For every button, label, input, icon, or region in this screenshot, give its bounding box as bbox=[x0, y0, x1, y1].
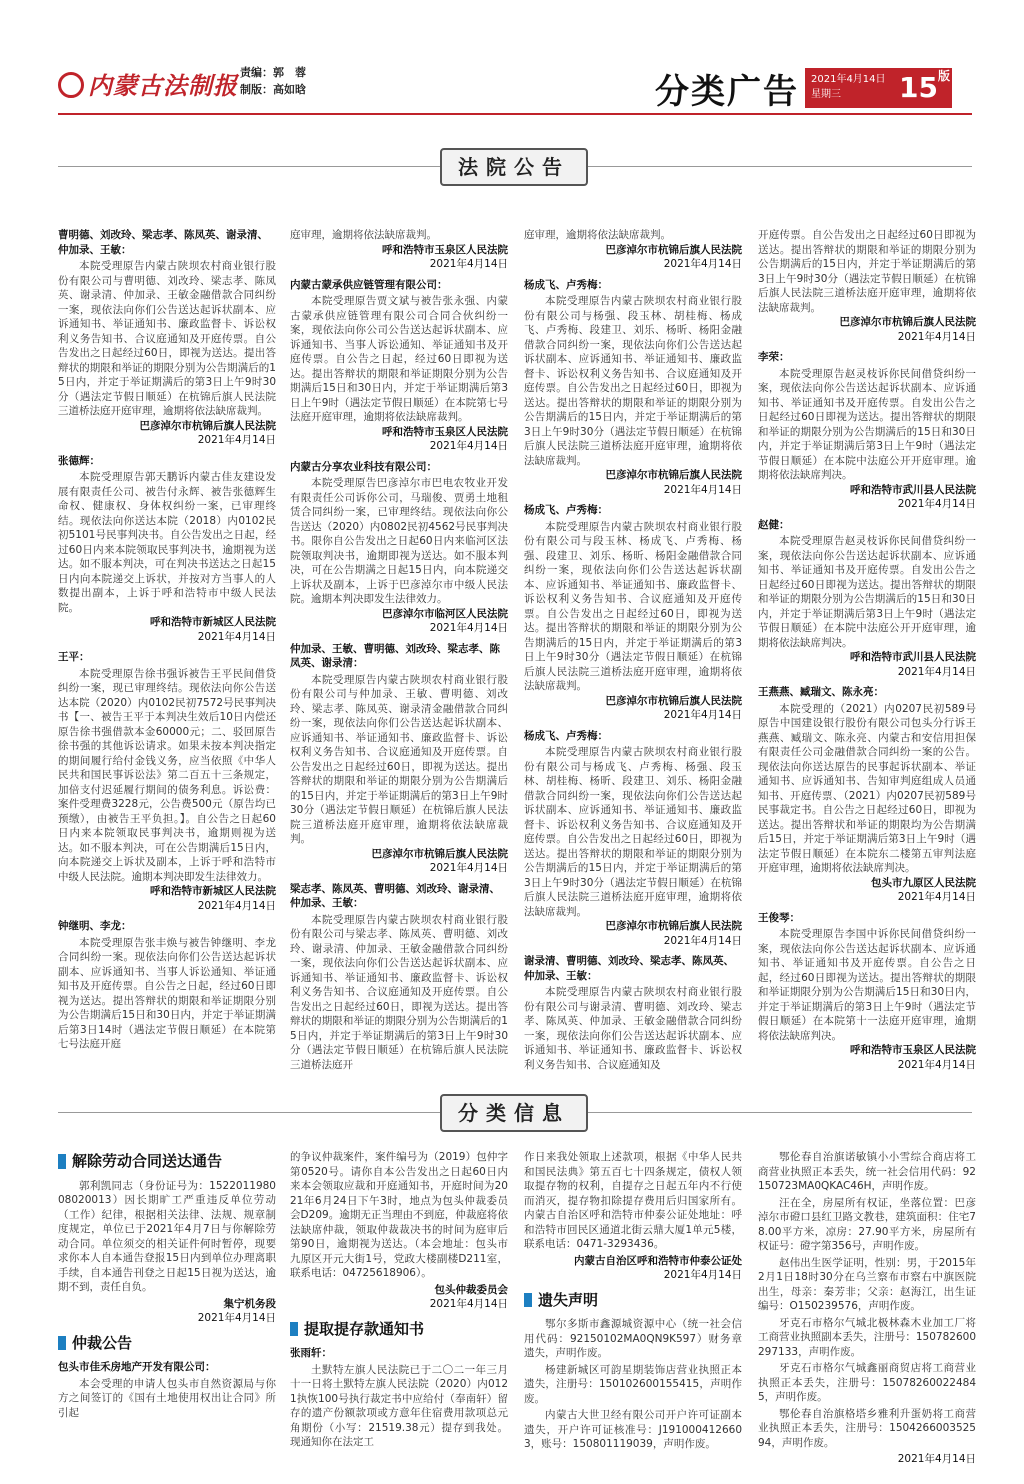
notice-date: 2021年4月14日 bbox=[429, 622, 508, 634]
lost-statement-item: 牙克石市格尔气城北极林森木业加工厂将工商营业执照副本丢失，注册号：150782600297133，声明作废。 bbox=[758, 1316, 976, 1358]
notice-court: 呼和浩特市玉泉区人民法院 bbox=[382, 425, 508, 438]
editor-credits bbox=[240, 64, 306, 98]
notice-court: 呼和浩特市武川县人民法院 bbox=[850, 483, 976, 496]
termination-text: 郭利凯同志（身份证号为：152201198008020013）因长期旷工严重违反单位劳动（工作）纪律，根据相关法律、法规、规章制度规定，单位已于2021年4月7日与你解除劳动合同。单位须交的相关证件何时暂停，现要求你本人自本通告登报15日内到单位办理离职手续，自本通告刊登之日起15日视为送达，逾期不到，责任自负。 bbox=[58, 1179, 276, 1293]
lost-statement-list-2 bbox=[758, 1150, 976, 1450]
notice-body: 本院受理原告内蒙古陕坝农村商业银行股份有限公司与曹明德、刘改玲、梁志孝、陈凤英、谢录清、仲加录、王敏金融借款合同纠纷一案，现依法向你们公告送达起诉状副本、应诉通知书、举证通知书、廉政监督卡、诉讼权利义务告知书、合议庭通知及开庭传票。自公告发出之日起经过60日，即视为送达。提出答辩状的期限和举证的期限分别为公告期满后的15日内，并定于举证期满后的第3日上午9时30分（遇法定节假日顺延）在杭锦后旗人民法院三道桥法庭开庭审理，逾期将依法缺席裁判。 bbox=[58, 260, 276, 417]
court-notice bbox=[524, 729, 742, 949]
notice-body: 本院受理原告内蒙古陕坝农村商业银行股份有限公司与杨成飞、卢秀梅、杨强、段玉林、胡桂梅、杨昕、段建卫、刘乐、杨阳金融借款合同纠纷一案，现依法向你们公告送达起诉状副本、应诉通知书、举证通知书、廉政监督卡、诉讼权利义务告知书、合议庭通知及开庭传票。自公告发出之日起经过60日，即视为送达。提出答辩状的期限和举证的期限分别为公告期满后的15日内，并定于举证期满后的第3日上午9时30分（遇法定节假日顺延）在杭锦后旗人民法院三道桥法庭开庭审理，逾期将依法缺席裁判。 bbox=[524, 746, 742, 918]
notice-date: 2021年4月14日 bbox=[897, 665, 976, 678]
logo-mark-icon bbox=[58, 72, 84, 98]
newspaper-logo bbox=[58, 66, 238, 101]
court-notice bbox=[58, 919, 276, 1052]
page-suffix: 版 bbox=[937, 69, 950, 83]
arbitration-signer: 包头仲裁委员会 bbox=[434, 1283, 508, 1296]
notice-addressee: 钟继明、李龙： bbox=[58, 920, 132, 932]
notice-date: 2021年4月14日 bbox=[897, 891, 976, 903]
page-number-box bbox=[897, 68, 952, 108]
notice-court: 呼和浩特市玉泉区人民法院 bbox=[850, 1044, 976, 1056]
notice-body: 本院受理原告内蒙古陕坝农村商业银行股份有限公司与段玉林、杨成飞、卢秀梅、杨强、段建卫、刘乐、杨昕、杨阳金融借款合同纠纷一案，现依法向你们公告送达起诉状副本、应诉通知书、举证通知书、廉政监督卡、诉讼权利义务告知书、合议庭通知及开庭传票。自公告发出之日起经过60日，即视为送达。提出答辩状的期限和举证的期限分别为公告期满后的15日内，并定于举证期满后的第3日上午9时30分（遇法定节假日顺延）在杭锦后旗人民法院三道桥法庭开庭审理，逾期将依法缺席裁判。 bbox=[524, 520, 742, 692]
notice-date: 2021年4月14日 bbox=[197, 630, 276, 643]
arbitration-text: 本会受理的申请人包头市自然资源局与你方之间签订的《国有土地使用权出让合同》所引起 bbox=[58, 1377, 276, 1419]
classified-column-4 bbox=[758, 1150, 976, 1465]
notice-body: 本院受理原告赵灵枝诉你民间借贷纠纷一案，现依法向你公告送达起诉状副本、应诉通知书、举证通知书及开庭传票。自发出公告之日起经过60日即视为送达。提出答辩状的期限和举证的期限分别为公告期满后的15日和30日内，并定于举证期满后第3日上午9时（遇法定节假日顺延）在本院中法庭公开开庭审理。逾期将依法缺席判决。 bbox=[758, 367, 976, 481]
page-number: 15 bbox=[899, 71, 938, 104]
notice-court: 呼和浩特市新城区人民法院 bbox=[150, 885, 276, 897]
court-column-3 bbox=[524, 228, 742, 1198]
notice-date: 2021年4月14日 bbox=[429, 862, 508, 874]
court-notice bbox=[58, 454, 276, 645]
notice-court: 巴彦淖尔市杭锦后旗人民法院 bbox=[605, 469, 742, 481]
notice-body: 本院受理原告赵灵枝诉你民间借贷纠纷一案，现依法向你公告送达起诉状副本、应诉通知书、举证通知书及开庭传票。自发出公告之日起经过60日即视为送达。提出答辩状的期限和举证的期限分别为公告期满后的15日和30日内，并定于举证期满后第3日上午9时（遇法定节假日顺延）在本院中法庭公开开庭审理，逾期将依法缺席判决。 bbox=[758, 535, 976, 649]
logo-text: 内蒙古法制报 bbox=[88, 71, 238, 100]
lost-statement-item: 鄂尔多斯市鑫源城资源中心（统一社会信用代码：92150102MA0QN9K597）财务章遗失，声明作废。 bbox=[524, 1318, 742, 1359]
section-title: 分类广告 bbox=[655, 72, 799, 112]
deposit-addressee: 张雨轩： bbox=[290, 1347, 332, 1359]
court-notice bbox=[524, 278, 742, 498]
lost-statement-date: 2021年4月14日 bbox=[897, 1453, 976, 1465]
notice-body: 本院受理的（2021）内0207民初589号原告中国建设银行股份有限公司包头分行诉王燕燕、臧瑞文、陈永亮、内蒙古和安信用担保有限责任公司金融借款合同纠纷一案的公告。现依法向你送达原告的民事起诉状副本、举证通知书、应诉通知书、告知审判庭组成人员通知书、开庭传票、（2021）内0207民初589号民事裁定书。自公告之日起经过60日，即视为送达。提出答辩状和举证的期限均为公告期满后15日，并定于举证期满后第3日上午9时（遇法定节假日顺延）在本院东二楼第五审判法庭开庭审理，逾期将依法缺席判决。 bbox=[758, 702, 976, 874]
notice-body: 本院受理原告张丰焕与被告钟继明、李龙合同纠纷一案。现依法向你们公告送达起诉状副本、应诉通知书、当事人诉讼通知、举证通知书及开庭传票。自公告之日起，经过60日即视为送达。提出答辩状的期限和举证期限分别为公告期满后15日和30日内，并定于举证期满后第3日14时（遇法定节假日顺延）在本院第七号法庭开庭 bbox=[58, 936, 276, 1050]
lost-statement-item: 牙克石市格尔气城鑫丽商贸店将工商营业执照正本丢失，注册号：150782600224845，声明作废。 bbox=[758, 1362, 976, 1403]
notice-date: 2021年4月14日 bbox=[897, 1058, 976, 1071]
court-notice bbox=[290, 882, 508, 1073]
notice-addressee: 仲加录、王敏、曹明德、刘改玲、梁志孝、陈凤英、谢录清： bbox=[290, 642, 500, 669]
notice-court: 巴彦淖尔市杭锦后旗人民法院 bbox=[605, 920, 742, 932]
lost-statement-item: 内蒙古大世卫经有限公司开户许可证副本遗失，开户许可证核准号：J1910004126603，账号：150801119039，声明作废。 bbox=[524, 1409, 742, 1450]
classified-column-2 bbox=[290, 1150, 508, 1448]
notice-body: 庭审理，逾期将依法缺席裁判。 bbox=[524, 229, 671, 241]
notice-court: 巴彦淖尔市杭锦后旗人民法院 bbox=[839, 316, 976, 328]
notice-addressee: 内蒙古分享农业科技有限公司： bbox=[290, 460, 437, 473]
notice-body: 本院受理原告内蒙古陕坝农村商业银行股份有限公司与杨强、段玉林、胡桂梅、杨成飞、卢秀梅、段建卫、刘乐、杨昕、杨阳金融借款合同纠纷一案，现依法向你们公告送达起诉状副本、应诉通知书、举证通知书、廉政监督卡、诉讼权利义务告知书、合议庭通知及开庭传票。自公告发出之日起经过60日，即视为送达。提出答辩状的期限和举证的期限分别为公告期满后的15日内，并定于举证期满后的第3日上午9时30分（遇法定节假日顺延）在杭锦后旗人民法院三道桥法庭开庭审理，逾期将依法缺席裁判。 bbox=[524, 295, 742, 467]
notice-addressee: 内蒙古蒙承供应链管理有限公司： bbox=[290, 278, 448, 291]
producer-name: 制版：高如晗 bbox=[240, 83, 306, 96]
notice-body: 本院受理原告内蒙古陕坝农村商业银行股份有限公司与梁志孝、陈凤英、曹明德、刘改玲、谢录清、仲加录、王敏金融借款合同纠纷一案，现依法向你们公告送达起诉状副本、应诉通知书、举证通知书、廉政监督卡、诉讼权利义务告知书、合议庭通知及开庭传票。自公告发出之日起经过60日，即视为送达。提出答辩状的期限和举证的期限分别为公告期满后的15日内，并定于举证期满后的第3日上午9时30分（遇法定节假日顺延）在杭锦后旗人民法院三道桥法庭开 bbox=[290, 913, 508, 1071]
notice-addressee: 谢录清、曹明德、刘改玲、梁志孝、陈凤英、仲加录、王敏： bbox=[524, 955, 734, 982]
banner-classified-info: 分类信息 bbox=[440, 1094, 588, 1132]
notice-court: 呼和浩特市武川县人民法院 bbox=[850, 651, 976, 663]
notice-body: 本院受理原告内蒙古陕坝农村商业银行股份有限公司与谢录清、曹明德、刘改玲、梁志孝、陈凤英、仲加录、王敏金融借款合同纠纷一案，现依法向你们公告送达起诉状副本、应诉通知书、举证通知书、廉政监督卡、诉讼权利义务告知书、合议庭通知及 bbox=[524, 986, 742, 1071]
notice-date: 2021年4月14日 bbox=[197, 899, 276, 912]
notice-court: 巴彦淖尔市杭锦后旗人民法院 bbox=[371, 847, 508, 860]
page-header bbox=[0, 60, 1024, 110]
notice-court: 包头市九原区人民法院 bbox=[871, 876, 976, 889]
court-notice bbox=[524, 954, 742, 1072]
arbitration-addressee: 包头市佳禾房地产开发有限公司： bbox=[58, 1361, 216, 1373]
notice-body: 本院受理原告贾文斌与被告张永强、内蒙古蒙承供应链管理有限公司合同合伙纠纷一案，现依法向你公司公告送达起诉状副本、应诉通知书、当事人诉讼通知、举证通知书及开庭传票。自公告之日起，经过60日即视为送达。提出答辩状的期限和举证期限分别为公告期满后15日和30日内，并定于举证期满后第3日上午9时（遇法定节假日顺延）在本院第七号法庭开庭审理，逾期将依法缺席裁判。 bbox=[290, 295, 508, 423]
notice-body: 本院受理原告李国中诉你民间借贷纠纷一案，现依法向你公告送达起诉状副本、应诉通知书、举证通知书及开庭传票。自公告之日起，经过60日即视为送达。提出答辩状的期限和举证期限分别为公告期满后15日和30日内，并定于举证期满后的第3日上午9时（遇法定节假日顺延）在本院第十一法庭开庭审理，逾期将依法缺席判决。 bbox=[758, 928, 976, 1042]
notice-addressee: 杨成飞、卢秀梅： bbox=[524, 278, 608, 291]
court-notice bbox=[290, 228, 508, 272]
notice-court: 巴彦淖尔市杭锦后旗人民法院 bbox=[139, 419, 276, 432]
lost-statement-item: 鄂伦春自治旗格塔乡雅利升蛋奶将工商营业执照正本丢失，注册号：150426600352594，声明作废。 bbox=[758, 1407, 976, 1449]
notice-addressee: 张德辉： bbox=[58, 454, 100, 467]
notice-date: 2021年4月14日 bbox=[897, 330, 976, 343]
court-notice bbox=[58, 228, 276, 448]
arbitration-date: 2021年4月14日 bbox=[429, 1298, 508, 1310]
notice-body: 庭审理，逾期将依法缺席裁判。 bbox=[290, 229, 437, 241]
notice-body: 本院受理原告徐书强诉被告王平民间借贷纠纷一案，现已审理终结。现依法向你公告送达本院（2020）内0102民初7572号民事判决书【一、被告王平于本判决生效后10日内偿还原告徐书强借款本金60000元；二、驳回原告徐书强的其他诉讼请求。如果未按本判决指定的期间履行给付金钱义务，应当依照《中华人民共和国民事诉讼法》第二百五十三条规定，加倍支付迟延履行期间的债务利息。诉讼费：案件受理费3228元，公告费500元（原告均已预缴），由被告王平负担。】。自公告之日起60日内来本院领取民事判决书，逾期则视为送达。如不服本判决，可在公告期满后15日内，向本院递交上诉状及副本，上诉于呼和浩特市中级人民法院。逾期本判决即发生法律效力。 bbox=[58, 667, 276, 883]
lost-statement-item: 赵伟出生医学证明，性别：男，于2015年2月1日18时30分在乌兰察布市察右中旗医院出生，母亲：秦芳非；父亲：赵海江，出生证编号：O150239576，声明作废。 bbox=[758, 1256, 976, 1312]
notice-court: 巴彦淖尔市杭锦后旗人民法院 bbox=[605, 243, 742, 256]
notice-date: 2021年4月14日 bbox=[663, 934, 742, 947]
notice-court: 呼和浩特市新城区人民法院 bbox=[150, 616, 276, 628]
notice-addressee: 杨成飞、卢秀梅： bbox=[524, 729, 608, 742]
termination-signer: 集宁机务段 bbox=[223, 1297, 276, 1310]
deposit-text-cont: 作日来我处领取上述款项，根据《中华人民共和国民法典》第五百七十四条规定，债权人领取提存物的权利，自提存之日起五年内不行使而消灭，提存物扣除提存费用后归国家所有。内蒙古自治区呼和浩特市仲泰公证处地址：呼和浩特市回民区通道北街云鼎大厦1单元5楼，联系电话：0471-3293436。 bbox=[524, 1151, 742, 1250]
notice-date: 2021年4月14日 bbox=[429, 440, 508, 452]
editor-name: 责编：郭 蓉 bbox=[240, 66, 306, 79]
notice-heading-arbitration: 仲裁公告 bbox=[58, 1336, 276, 1351]
notice-addressee: 王俊琴： bbox=[758, 911, 800, 924]
banner-court-notices: 法院公告 bbox=[440, 148, 588, 186]
termination-date: 2021年4月14日 bbox=[197, 1312, 276, 1324]
issue-date: 2021年4月14日 bbox=[811, 74, 886, 85]
court-column-2 bbox=[290, 228, 508, 1198]
court-notice bbox=[758, 228, 976, 344]
court-column-4 bbox=[758, 228, 976, 1198]
notice-date: 2021年4月14日 bbox=[197, 434, 276, 446]
arbitration-text-cont: 的争议仲裁案件，案件编号为（2019）包仲字第0520号。请你自本公告发出之日起60日内来本会领取应裁和开庭通知书，开庭时间为2021年6月24日下午3时，地点为包头仲裁委员会D209。逾期无正当理由不到庭，仲裁庭将依法缺席仲裁，领取仲裁裁决书的时间为庭审后第90日，逾期视为送达。（本会地址：包头市九原区开元大街1号，党政大楼副楼D211室，联系电话：04725618906）。 bbox=[290, 1151, 508, 1279]
issue-date-box bbox=[805, 68, 897, 108]
court-notice bbox=[758, 350, 976, 512]
deposit-date: 2021年4月14日 bbox=[663, 1269, 742, 1281]
notice-court: 呼和浩特市玉泉区人民法院 bbox=[382, 243, 508, 256]
court-notice bbox=[758, 685, 976, 905]
header-rule bbox=[58, 113, 972, 115]
notice-addressee: 赵健： bbox=[758, 518, 790, 531]
lost-statement-item: 杨建新城区可韵星期装饰店营业执照正本遗失，注册号：150102600155415，声明作废。 bbox=[524, 1363, 742, 1405]
notice-court: 巴彦淖尔市杭锦后旗人民法院 bbox=[605, 694, 742, 707]
notice-court: 巴彦淖尔市临河区人民法院 bbox=[382, 607, 508, 620]
deposit-signer: 内蒙古自治区呼和浩特市仲泰公证处 bbox=[574, 1254, 742, 1267]
notice-body: 本院受理原告郭天鹏诉内蒙古佳友建设发展有限责任公司、被告付永辉、被告张德辉生命权、健康权、身体权纠纷一案，已审理终结。现依法向你送达本院（2018）内0102民初5101号民事判决书。自公告发出之日起，经过60日内来本院领取民事判决书，逾期视为送达。如不服本判决，可在判决书送达之日起15日内向本院递交上诉状，并按对方当事人的人数提出副本，上诉于呼和浩特市中级人民法院。 bbox=[58, 471, 276, 614]
court-notice bbox=[290, 460, 508, 636]
classified-column-1 bbox=[58, 1150, 276, 1420]
notice-heading-lost: 遗失声明 bbox=[524, 1293, 742, 1308]
notice-addressee: 王平： bbox=[58, 651, 90, 663]
notice-date: 2021年4月14日 bbox=[663, 483, 742, 496]
court-notice bbox=[290, 278, 508, 454]
issue-weekday: 星期三 bbox=[811, 89, 841, 100]
lost-statement-item: 鄂伦春自治旗诺敏镇小小雪综合商店将工商营业执照正本丢失，统一社会信用代码：92150723MA0QKAC46H，声明作废。 bbox=[758, 1151, 976, 1192]
court-notice bbox=[290, 642, 508, 876]
lost-statement-list bbox=[524, 1317, 742, 1452]
court-notice bbox=[58, 650, 276, 913]
court-notice bbox=[758, 518, 976, 680]
notice-date: 2021年4月14日 bbox=[897, 498, 976, 510]
court-notice bbox=[524, 228, 742, 272]
notice-addressee: 梁志孝、陈凤英、曹明德、刘改玲、谢录清、仲加录、王敏： bbox=[290, 882, 500, 909]
notice-addressee: 杨成飞、卢秀梅： bbox=[524, 504, 608, 516]
notice-addressee: 李荣： bbox=[758, 351, 790, 363]
notice-date: 2021年4月14日 bbox=[429, 258, 508, 270]
court-notice bbox=[758, 911, 976, 1073]
notice-date: 2021年4月14日 bbox=[663, 709, 742, 721]
lost-statement-item: 汪在全，房屋所有权证，坐落位置：巴彦淖尔市磴口县红卫路文教巷，建筑面积：住宅78.00平方米，凉房：27.90平方米，房屋所有权证号：磴字第356号，声明作废。 bbox=[758, 1196, 976, 1252]
notice-body: 本院受理原告巴彦淖尔市巴电农牧业开发有限责任公司诉你公司，马瑞俊、贾勇土地租赁合同纠纷一案，已审理终结。现依法向你公告送达（2020）内0802民初4562号民事判决书。限你自公告发出之日起60日内来临河区法院领取判决书，逾期即视为送达。如不服本判决，可在公告期满之日起15日内，向本院递交上诉状及副本，上诉于巴彦淖尔市中级人民法院。逾期本判决即发生法律效力。 bbox=[290, 477, 508, 605]
notice-date: 2021年4月14日 bbox=[663, 258, 742, 270]
notice-addressee: 王燕燕、臧瑞文、陈永亮： bbox=[758, 686, 884, 698]
court-column-1 bbox=[58, 228, 276, 1198]
notice-body: 开庭传票。自公告发出之日起经过60日即视为送达。提出答辩状的期限和举证的期限分别为公告期满后的15日内，并定于举证期满后的第3日上午9时30分（遇法定节假日顺延）在杭锦后旗人民法院三道桥法庭开庭审理，逾期将依法缺席裁判。 bbox=[758, 229, 976, 314]
deposit-text: 土默特左旗人民法院已于二〇二一年三月十一日将土默特左旗人民法院（2020）内0121执恢100号执行裁定书中应给付（奉南轩）留存的遗产份额款项或方意年住宿费用款项总元角期份（小写：21519.38元）提存到我处。现通知你在法定工 bbox=[290, 1363, 508, 1448]
notice-body: 本院受理原告内蒙古陕坝农村商业银行股份有限公司与仲加录、王敏、曹明德、刘改玲、梁志孝、陈凤英、谢录清金融借款合同纠纷一案，现依法向你们公告送达起诉状副本、应诉通知书、举证通知书、廉政监督卡、诉讼权利义务告知书、合议庭通知及开庭传票。自公告发出之日起经过60日，即视为送达。提出答辩状的期限和举证的期限分别为公告期满后的15日内，并定于举证期满后的第3日上午9时30分（遇法定节假日顺延）在杭锦后旗人民法院三道桥法庭开庭审理，逾期将依法缺席裁判。 bbox=[290, 673, 508, 845]
court-notice bbox=[524, 503, 742, 723]
notice-heading-deposit: 提取提存款通知书 bbox=[290, 1322, 508, 1337]
classified-column-3 bbox=[524, 1150, 742, 1450]
notice-addressee: 曹明德、刘改玲、梁志孝、陈凤英、谢录清、仲加录、王敏： bbox=[58, 229, 268, 256]
notice-heading-termination: 解除劳动合同送达通告 bbox=[58, 1154, 276, 1169]
